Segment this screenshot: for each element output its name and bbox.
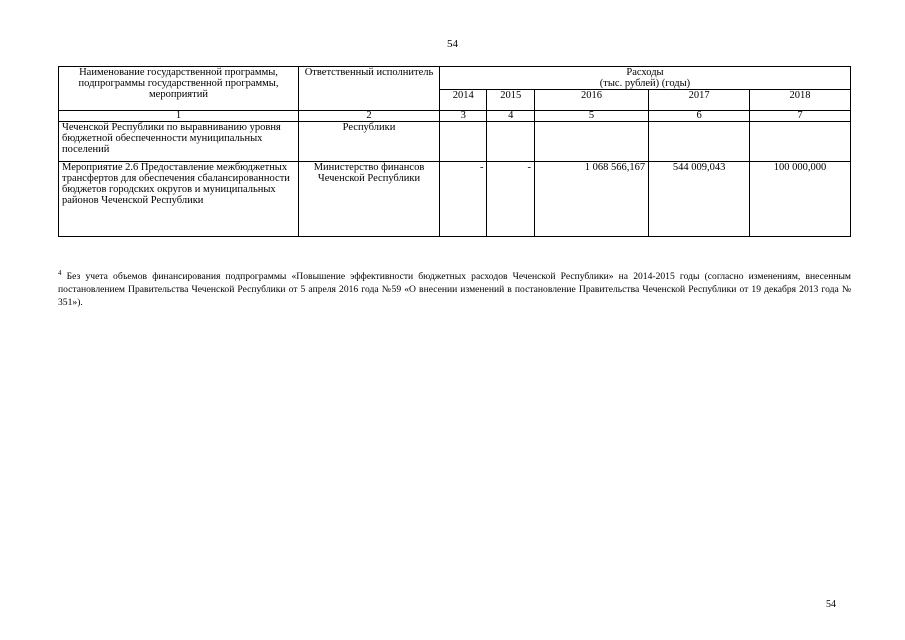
header-year-2015: 2015 [487, 90, 534, 111]
column-number: 4 [487, 111, 534, 122]
row-value-2014: - [440, 162, 487, 237]
column-number: 2 [299, 111, 440, 122]
header-year-2014: 2014 [440, 90, 487, 111]
column-number: 7 [750, 111, 851, 122]
header-expenses [440, 67, 851, 90]
row-name: Чеченской Республики по выравниванию уровня бюджетной обеспеченности муниципальных поселений [59, 122, 299, 162]
column-number-row [59, 111, 851, 122]
header-name: Наименование государственной программы, подпрограммы государственной программы, мероприятий [59, 67, 299, 111]
table-header-row [59, 67, 851, 90]
row-value-2014 [440, 122, 487, 162]
row-value-2017: 544 009,043 [649, 162, 750, 237]
header-expenses-unit: (тыс. рублей) (годы) [599, 78, 691, 89]
column-number: 3 [440, 111, 487, 122]
header-responsible: Ответственный исполнитель [299, 67, 440, 111]
row-value-2016 [534, 122, 648, 162]
page-number-top: 54 [447, 38, 458, 50]
budget-table [58, 66, 851, 237]
row-value-2015 [487, 122, 534, 162]
row-responsible: Республики [299, 122, 440, 162]
column-number: 5 [534, 111, 648, 122]
row-name: Мероприятие 2.6 Предоставление межбюджетных трансфертов для обеспечения сбалансированности бюджетов городских округов и муниципальных районов Чеченской Республики [59, 162, 299, 237]
header-year-2016: 2016 [534, 90, 648, 111]
row-value-2016: 1 068 566,167 [534, 162, 648, 237]
footnote-marker: 4 [58, 268, 62, 277]
column-number: 6 [649, 111, 750, 122]
row-responsible: Министерство финансов Чеченской Республики [299, 162, 440, 237]
table-row [59, 162, 851, 237]
row-value-2018: 100 000,000 [750, 162, 851, 237]
page-number-bottom: 54 [826, 599, 836, 610]
row-value-2018 [750, 122, 851, 162]
header-year-2017: 2017 [649, 90, 750, 111]
header-year-2018: 2018 [750, 90, 851, 111]
header-expenses-title: Расходы [626, 67, 664, 78]
footnote-text: Без учета объемов финансирования подпрограммы «Повышение эффективности бюджетных расходов Чеченской Республики» на 2014-2015 годы (согласно изменениям, внесенным постановлением Правительства Чеченской Республики от 5 апреля 2016 года №59 «О внесении изменений в постановление Правительства Чеченской Республики от 19 декабря 2013 года № 351»). [58, 271, 851, 308]
row-value-2015: - [487, 162, 534, 237]
footnote [58, 270, 851, 309]
column-number: 1 [59, 111, 299, 122]
row-value-2017 [649, 122, 750, 162]
table-row [59, 122, 851, 162]
